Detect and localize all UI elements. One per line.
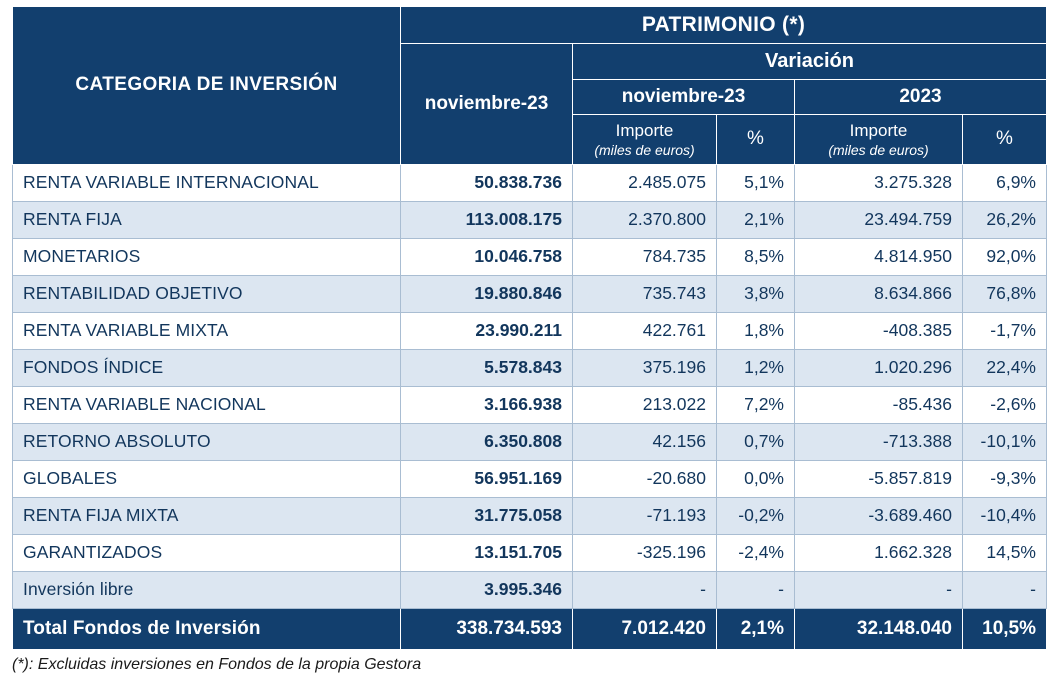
total-patrimonio: 338.734.593 — [401, 608, 573, 649]
row-category: FONDOS ÍNDICE — [13, 349, 401, 386]
row-category: MONETARIOS — [13, 238, 401, 275]
row-var-mes-pct: 0,7% — [717, 423, 795, 460]
table-row — [13, 571, 1047, 608]
row-patrimonio: 113.008.175 — [401, 201, 573, 238]
table-row — [13, 349, 1047, 386]
row-var-anio-importe: 1.020.296 — [795, 349, 963, 386]
row-var-anio-importe: 1.662.328 — [795, 534, 963, 571]
row-var-mes-importe: 735.743 — [573, 275, 717, 312]
row-var-mes-pct: -2,4% — [717, 534, 795, 571]
row-patrimonio: 5.578.843 — [401, 349, 573, 386]
row-var-mes-pct: 2,1% — [717, 201, 795, 238]
row-var-anio-importe: -408.385 — [795, 312, 963, 349]
row-var-anio-importe: -85.436 — [795, 386, 963, 423]
table-body — [13, 164, 1047, 649]
row-patrimonio: 23.990.211 — [401, 312, 573, 349]
row-var-anio-importe: 23.494.759 — [795, 201, 963, 238]
table-row — [13, 238, 1047, 275]
header-pct-month: % — [717, 115, 795, 165]
row-var-anio-pct: 92,0% — [963, 238, 1047, 275]
row-var-anio-importe: 3.275.328 — [795, 164, 963, 201]
row-var-anio-pct: -10,4% — [963, 497, 1047, 534]
row-var-anio-importe: 4.814.950 — [795, 238, 963, 275]
row-var-anio-importe: -5.857.819 — [795, 460, 963, 497]
row-var-anio-importe: -713.388 — [795, 423, 963, 460]
row-var-mes-importe: - — [573, 571, 717, 608]
row-patrimonio: 3.995.346 — [401, 571, 573, 608]
row-patrimonio: 56.951.169 — [401, 460, 573, 497]
row-category: GARANTIZADOS — [13, 534, 401, 571]
table-row — [13, 534, 1047, 571]
row-patrimonio: 3.166.938 — [401, 386, 573, 423]
row-var-mes-pct: 1,2% — [717, 349, 795, 386]
row-category: RENTA VARIABLE MIXTA — [13, 312, 401, 349]
row-var-mes-importe: -71.193 — [573, 497, 717, 534]
table-row — [13, 201, 1047, 238]
table-row — [13, 423, 1047, 460]
row-category: RENTABILIDAD OBJETIVO — [13, 275, 401, 312]
header-variacion: Variación — [573, 44, 1047, 80]
header-category: CATEGORIA DE INVERSIÓN — [13, 7, 401, 165]
total-var-anio-importe: 32.148.040 — [795, 608, 963, 649]
table-row — [13, 386, 1047, 423]
row-var-mes-importe: 42.156 — [573, 423, 717, 460]
row-category: RENTA VARIABLE INTERNACIONAL — [13, 164, 401, 201]
row-patrimonio: 31.775.058 — [401, 497, 573, 534]
header-importe-year-label: Importe — [849, 121, 908, 140]
row-var-anio-pct: -9,3% — [963, 460, 1047, 497]
table-row — [13, 460, 1047, 497]
table-row — [13, 497, 1047, 534]
header-importe-year-units: (miles de euros) — [828, 141, 929, 158]
row-var-anio-pct: 6,9% — [963, 164, 1047, 201]
row-var-anio-pct: 76,8% — [963, 275, 1047, 312]
row-category: RENTA FIJA — [13, 201, 401, 238]
row-var-mes-importe: -20.680 — [573, 460, 717, 497]
header-importe-month — [573, 115, 717, 165]
row-var-anio-importe: - — [795, 571, 963, 608]
table-header — [13, 7, 1047, 165]
header-pct-year: % — [963, 115, 1047, 165]
patrimonio-table — [12, 6, 1047, 650]
total-var-anio-pct: 10,5% — [963, 608, 1047, 649]
header-importe-month-units: (miles de euros) — [594, 141, 695, 158]
row-category: RENTA FIJA MIXTA — [13, 497, 401, 534]
row-var-mes-pct: 5,1% — [717, 164, 795, 201]
row-patrimonio: 13.151.705 — [401, 534, 573, 571]
table-row — [13, 312, 1047, 349]
row-var-anio-importe: 8.634.866 — [795, 275, 963, 312]
row-patrimonio: 19.880.846 — [401, 275, 573, 312]
row-var-mes-pct: 7,2% — [717, 386, 795, 423]
total-var-mes-importe: 7.012.420 — [573, 608, 717, 649]
row-var-mes-importe: 2.370.800 — [573, 201, 717, 238]
row-var-anio-pct: 26,2% — [963, 201, 1047, 238]
row-var-mes-pct: 3,8% — [717, 275, 795, 312]
header-importe-year — [795, 115, 963, 165]
row-var-anio-importe: -3.689.460 — [795, 497, 963, 534]
table-row — [13, 164, 1047, 201]
header-row-1 — [13, 7, 1047, 44]
row-var-mes-pct: 1,8% — [717, 312, 795, 349]
table-row — [13, 275, 1047, 312]
row-category: RETORNO ABSOLUTO — [13, 423, 401, 460]
row-var-mes-importe: 213.022 — [573, 386, 717, 423]
row-var-mes-pct: - — [717, 571, 795, 608]
row-var-anio-pct: 22,4% — [963, 349, 1047, 386]
row-var-mes-importe: 375.196 — [573, 349, 717, 386]
row-var-anio-pct: -10,1% — [963, 423, 1047, 460]
row-var-mes-importe: 784.735 — [573, 238, 717, 275]
header-variacion-year: 2023 — [795, 80, 1047, 115]
row-var-mes-importe: 2.485.075 — [573, 164, 717, 201]
total-label: Total Fondos de Inversión — [13, 608, 401, 649]
row-var-mes-importe: -325.196 — [573, 534, 717, 571]
header-importe-month-label: Importe — [615, 121, 674, 140]
row-var-mes-importe: 422.761 — [573, 312, 717, 349]
total-var-mes-pct: 2,1% — [717, 608, 795, 649]
row-var-mes-pct: 0,0% — [717, 460, 795, 497]
row-var-anio-pct: - — [963, 571, 1047, 608]
row-category: RENTA VARIABLE NACIONAL — [13, 386, 401, 423]
row-var-anio-pct: 14,5% — [963, 534, 1047, 571]
row-patrimonio: 50.838.736 — [401, 164, 573, 201]
row-var-mes-pct: -0,2% — [717, 497, 795, 534]
row-var-anio-pct: -1,7% — [963, 312, 1047, 349]
row-patrimonio: 6.350.808 — [401, 423, 573, 460]
table-total-row — [13, 608, 1047, 649]
header-patrimonio: PATRIMONIO (*) — [401, 7, 1047, 44]
row-var-anio-pct: -2,6% — [963, 386, 1047, 423]
header-patrimonio-period: noviembre-23 — [401, 44, 573, 165]
row-patrimonio: 10.046.758 — [401, 238, 573, 275]
header-variacion-month: noviembre-23 — [573, 80, 795, 115]
row-var-mes-pct: 8,5% — [717, 238, 795, 275]
row-category: Inversión libre — [13, 571, 401, 608]
table-footnote: (*): Excluidas inversiones en Fondos de la propia Gestora — [12, 655, 422, 673]
row-category: GLOBALES — [13, 460, 401, 497]
